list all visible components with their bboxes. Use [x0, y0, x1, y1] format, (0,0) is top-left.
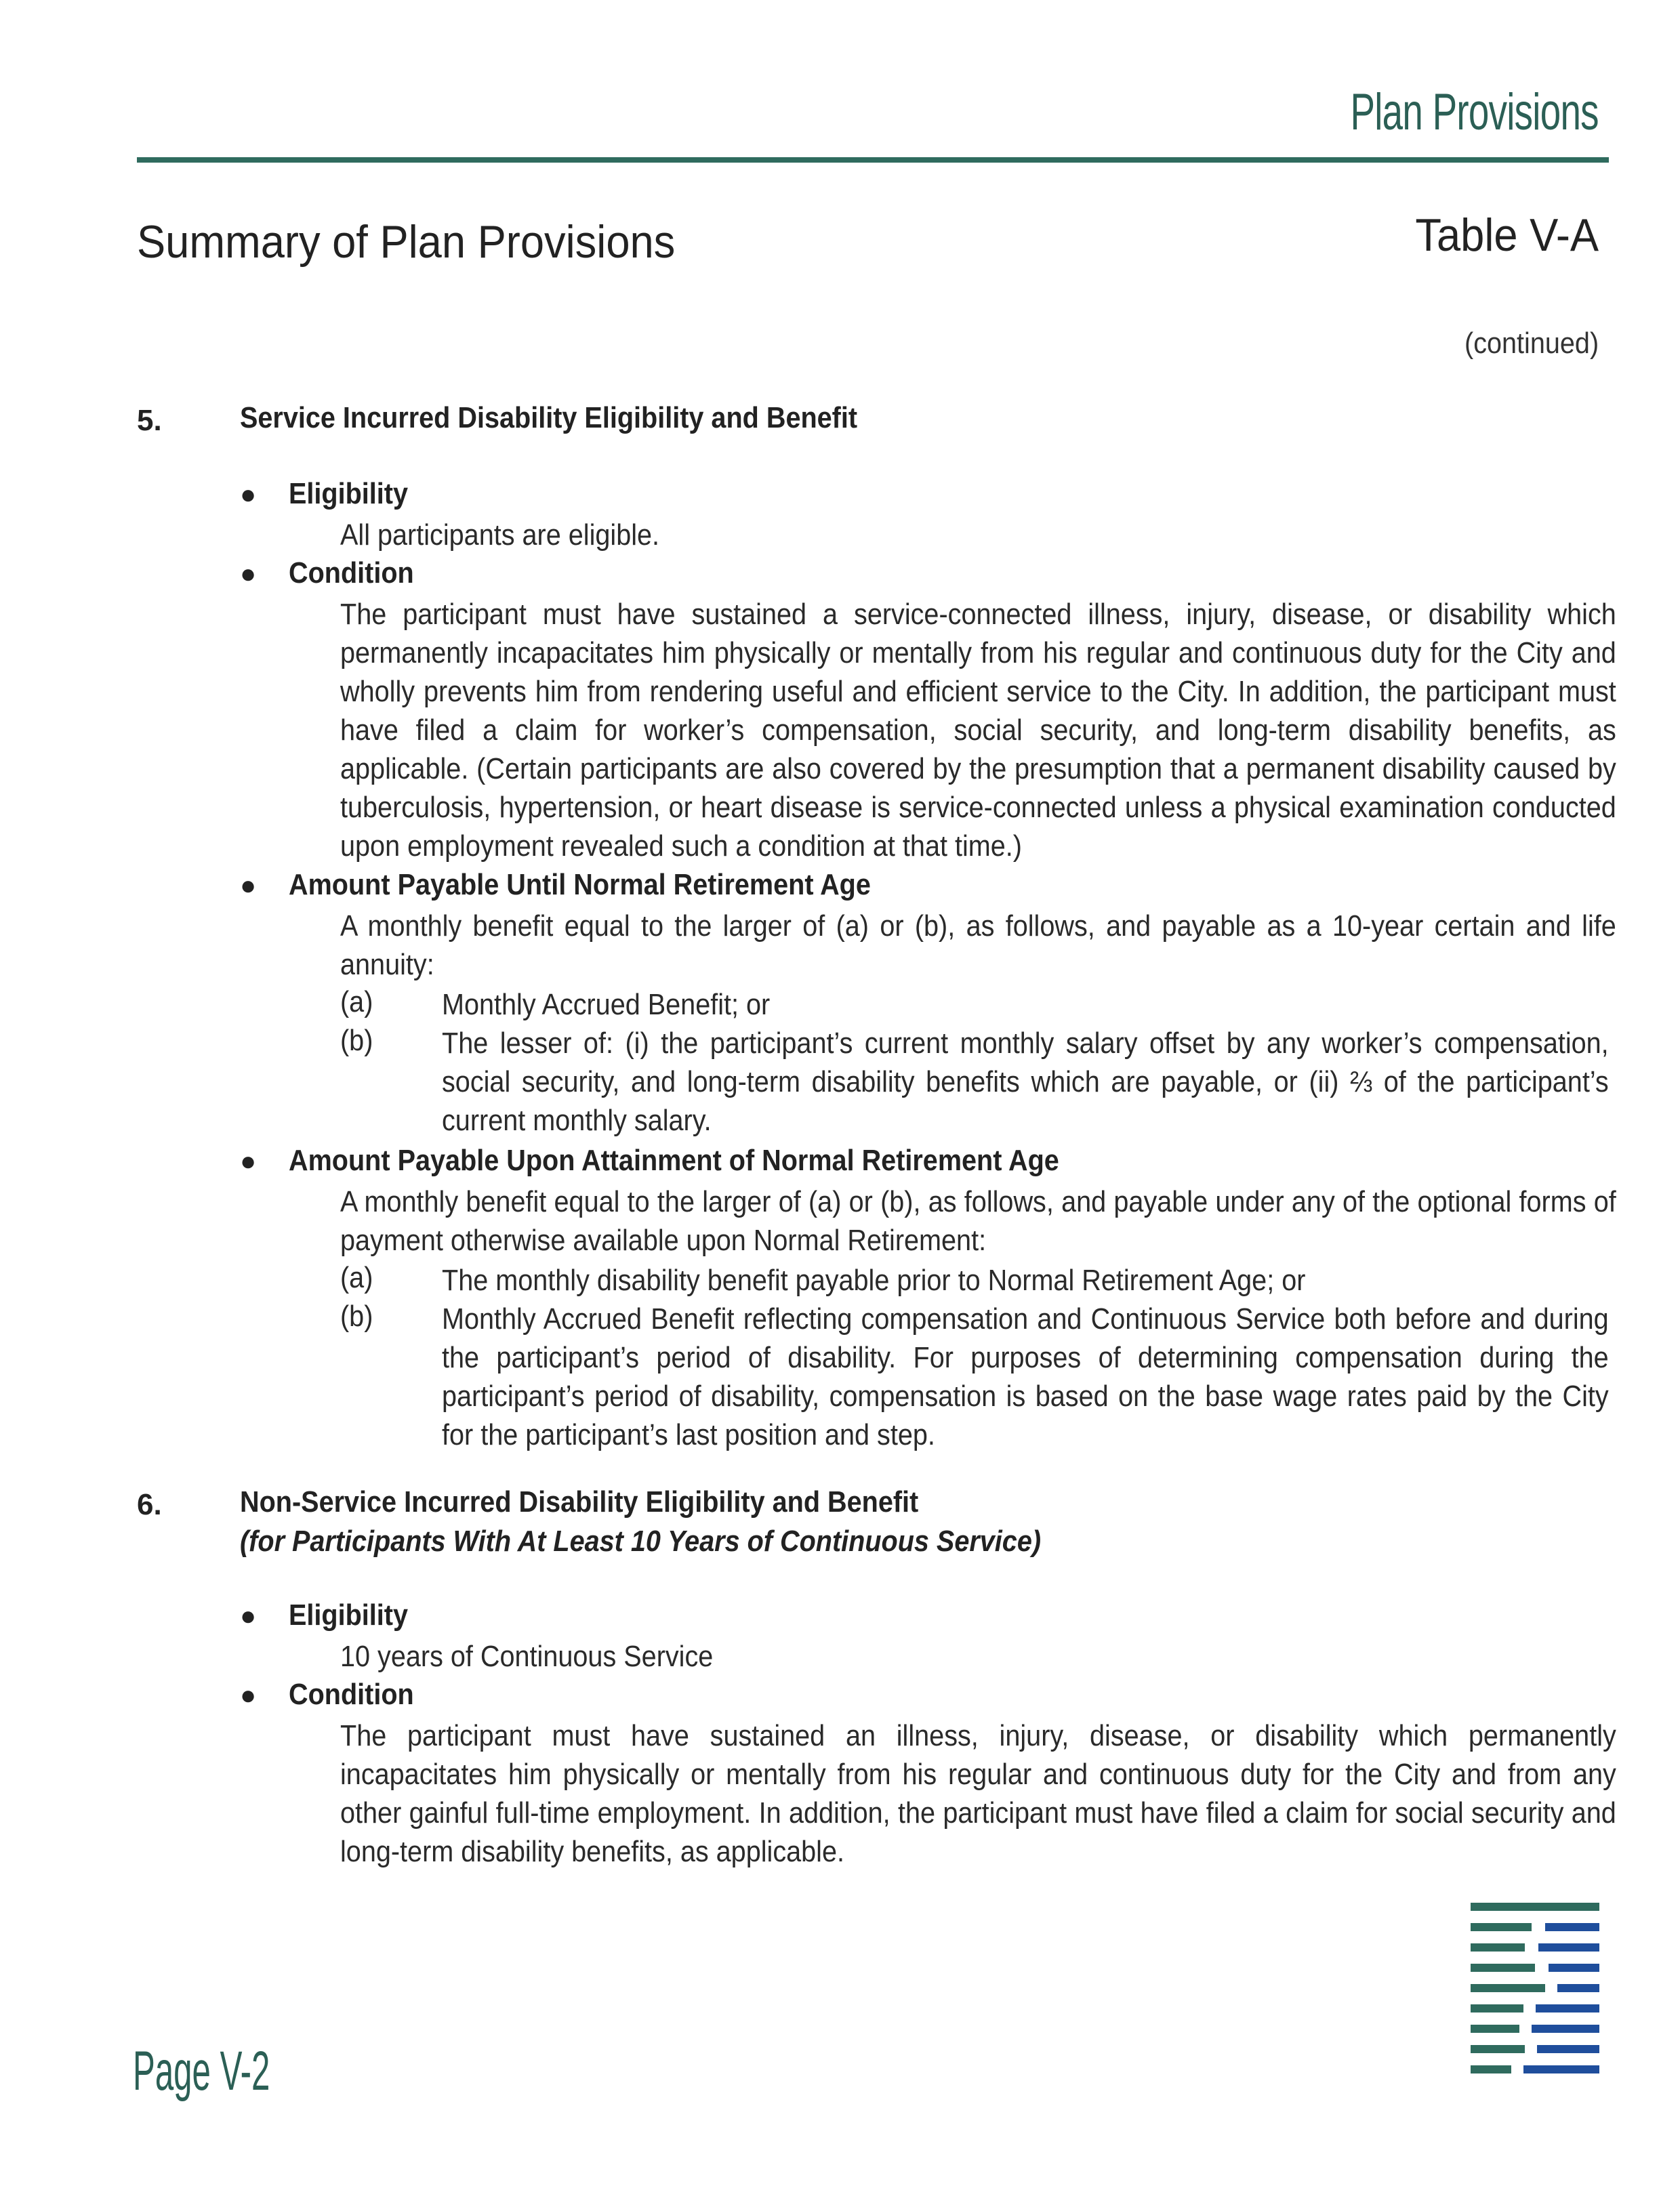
item-text: 10 years of Continuous Service: [340, 1640, 714, 1673]
page-number: Page V-2: [133, 2040, 270, 2102]
page-title: Summary of Plan Provisions: [137, 216, 676, 268]
subitem-text: Monthly Accrued Benefit; or: [442, 988, 771, 1021]
bullet-icon: ●: [240, 559, 257, 589]
bullet-icon: ●: [240, 1680, 257, 1710]
subitem-label: (a): [340, 985, 373, 1018]
logo-upper-stripes: [1471, 1903, 1599, 1992]
item-text: A monthly benefit equal to the larger of (a) or (b), as follows, and payable under any of the optional forms of payment otherwise available upon Normal Retirement:: [340, 1185, 1616, 1257]
section-number: 5.: [137, 404, 162, 437]
item-text: The participant must have sustained a service-connected illness, injury, disease, or disability which permanently incapacitates him physically or mentally from his regular and continuous duty for the City and wholly prevents him from rendering useful and efficient service to the City. In addition, the participant must have filed a claim for worker’s compensation, social security, and long-term disability benefits, as applicable. (Certain participants are also covered by the presumption that a permanent disability caused by tuberculosis, hypertension, or heart disease is service-connected unless a physical examination conducted upon employment revealed such a condition at that time.): [340, 598, 1616, 863]
bullet-icon: ●: [240, 480, 257, 510]
section-subtitle: (for Participants With At Least 10 Years of Continuous Service): [240, 1525, 1042, 1558]
item-heading: Amount Payable Upon Attainment of Normal Retirement Age: [289, 1144, 1059, 1177]
section-title: Service Incurred Disability Eligibility and Benefit: [240, 401, 858, 434]
continued-note: (continued): [1464, 327, 1599, 360]
item-heading: Amount Payable Until Normal Retirement Age: [289, 868, 871, 901]
section-title: Non-Service Incurred Disability Eligibility and Benefit: [240, 1485, 919, 1519]
item-heading: Eligibility: [289, 477, 409, 510]
subitem-label: (a): [340, 1261, 373, 1294]
subitem-text: The lesser of: (i) the participant’s current monthly salary offset by any worker’s compensation, social security, and long-term disability benefits which are payable, or (ii) ⅔ of the participant’s current monthly salary.: [442, 1027, 1609, 1137]
item-heading: Eligibility: [289, 1598, 409, 1632]
bullet-icon: ●: [240, 1147, 257, 1176]
logo-lower-stripes: [1471, 2004, 1599, 2073]
item-heading: Condition: [289, 1678, 414, 1711]
table-label: Table V-A: [1415, 209, 1599, 261]
subitem-label: (b): [340, 1300, 373, 1333]
bullet-icon: ●: [240, 1601, 257, 1631]
item-text: All participants are eligible.: [340, 518, 660, 552]
subitem-text: The monthly disability benefit payable prior to Normal Retirement Age; or: [442, 1264, 1306, 1297]
subitem-label: (b): [340, 1024, 373, 1057]
item-heading: Condition: [289, 556, 414, 590]
bullet-icon: ●: [240, 871, 257, 901]
item-text: A monthly benefit equal to the larger of (a) or (b), as follows, and payable as a 10-year certain and life annuity:: [340, 909, 1616, 981]
section-number: 6.: [137, 1488, 162, 1521]
header-brand: Plan Provisions: [1350, 83, 1599, 141]
header-rule: [137, 157, 1609, 163]
company-logo-icon: [1471, 1903, 1599, 2086]
subitem-text: Monthly Accrued Benefit reflecting compensation and Continuous Service both before and during the participant’s period of disability. For purposes of determining compensation during the participant’s period of disability, compensation is based on the base wage rates paid by the City for the participant’s last position and step.: [442, 1302, 1609, 1451]
item-text: The participant must have sustained an illness, injury, disease, or disability which permanently incapacitates him physically or mentally from his regular and continuous duty for the City and from any other gainful full-time employment. In addition, the participant must have filed a claim for social security and long-term disability benefits, as applicable.: [340, 1719, 1616, 1868]
